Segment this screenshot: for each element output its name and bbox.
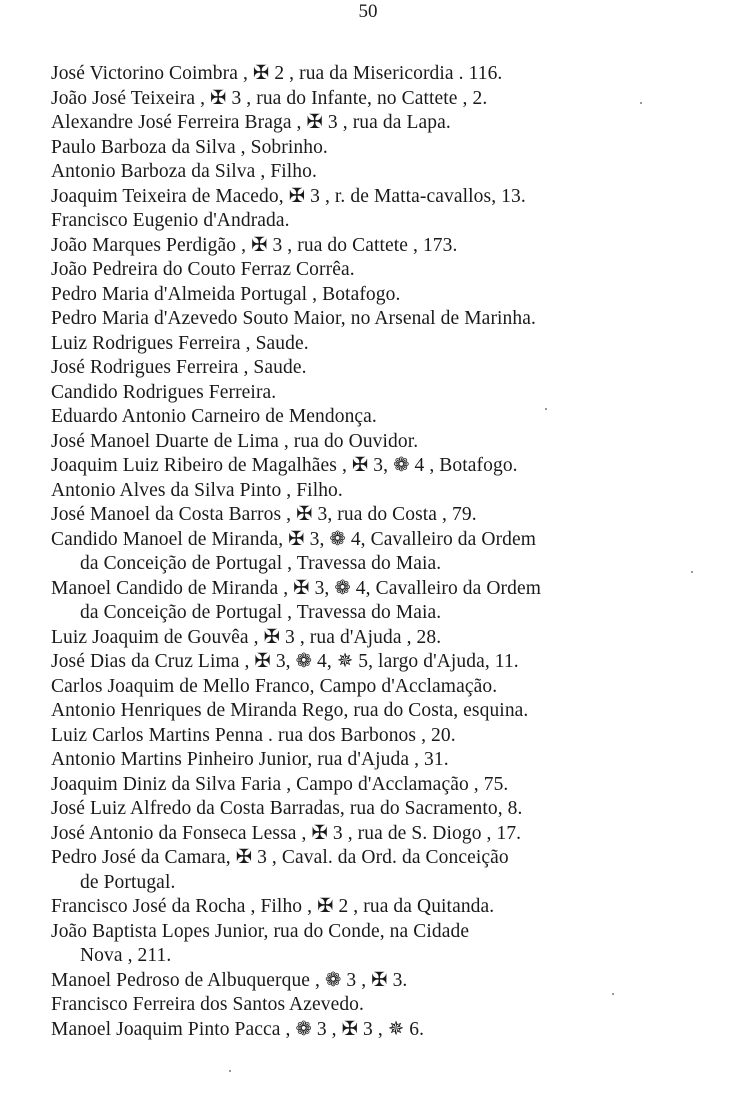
entry-line: Luiz Carlos Martins Penna . rua dos Barbonos , 20.: [51, 724, 456, 746]
entry-line: João José Teixeira , ✠ 3 , rua do Infante, no Cattete , 2.: [51, 87, 488, 109]
entry-line: Antonio Alves da Silva Pinto , Filho.: [51, 479, 343, 501]
entry-line: Manoel Pedroso de Albuquerque , ❁ 3 , ✠ 3.: [51, 969, 408, 991]
entry-line: Carlos Joaquim de Mello Franco, Campo d'Acclamação.: [51, 675, 498, 697]
entry-line: Joaquim Teixeira de Macedo, ✠ 3 , r. de Matta-cavallos, 13.: [51, 185, 526, 207]
entry-line: José Antonio da Fonseca Lessa , ✠ 3 , rua de S. Diogo , 17.: [51, 822, 522, 844]
entry-line: José Luiz Alfredo da Costa Barradas, rua do Sacramento, 8.: [51, 798, 523, 819]
entry-line: José Rodrigues Ferreira , Saude.: [51, 357, 307, 378]
scan-speck: [691, 571, 693, 573]
entry-continuation-line: da Conceição de Portugal , Travessa do Maia.: [80, 553, 442, 574]
entry-line: Pedro José da Camara, ✠ 3 , Caval. da Ord. da Conceição: [51, 847, 509, 868]
page-number: 50: [358, 1, 378, 22]
entry-line: Luiz Joaquim de Gouvêa , ✠ 3 , rua d'Ajuda , 28.: [51, 626, 442, 648]
directory-entries: [51, 62, 651, 1042]
entry-line: Luiz Rodrigues Ferreira , Saude.: [51, 332, 309, 354]
entry-line: Manoel Candido de Miranda , ✠ 3, ❁ 4, Cavalleiro da Ordem: [51, 577, 542, 599]
entry-continuation-line: Nova , 211.: [80, 945, 172, 966]
entry-line: Francisco Eugenio d'Andrada.: [51, 210, 290, 231]
entry-line: José Manoel da Costa Barros , ✠ 3, rua do Costa , 79.: [51, 504, 477, 525]
entry-line: Candido Manoel de Miranda, ✠ 3, ❁ 4, Cavalleiro da Ordem: [51, 528, 537, 550]
entry-continuation-line: de Portugal.: [80, 871, 176, 893]
entry-line: João Pedreira do Couto Ferraz Corrêa.: [51, 259, 355, 280]
entry-line: Pedro Maria d'Almeida Portugal , Botafogo.: [51, 283, 401, 305]
entry-line: Antonio Henriques de Miranda Rego, rua do Costa, esquina.: [51, 700, 529, 721]
entry-line: João Baptista Lopes Junior, rua do Conde, na Cidade: [51, 920, 470, 942]
entry-line: Francisco Ferreira dos Santos Azevedo.: [51, 994, 365, 1015]
entry-line: João Marques Perdigão , ✠ 3 , rua do Cattete , 173.: [51, 234, 458, 256]
entry-line: Antonio Barboza da Silva , Filho.: [51, 161, 317, 182]
entry-line: José Manoel Duarte de Lima , rua do Ouvidor.: [51, 430, 419, 452]
entry-line: Antonio Martins Pinheiro Junior, rua d'Ajuda , 31.: [51, 749, 449, 770]
scan-speck: [612, 993, 614, 995]
entry-line: Joaquim Luiz Ribeiro de Magalhães , ✠ 3, ❁ 4 , Botafogo.: [51, 455, 518, 476]
scan-speck: [229, 1070, 231, 1072]
scan-speck: [640, 102, 642, 104]
scan-speck: [545, 408, 547, 410]
entry-line: Alexandre José Ferreira Braga , ✠ 3 , rua da Lapa.: [51, 112, 451, 133]
entry-line: Candido Rodrigues Ferreira.: [51, 381, 277, 403]
entry-line: Eduardo Antonio Carneiro de Mendonça.: [51, 406, 377, 427]
entry-continuation-line: da Conceição de Portugal , Travessa do Maia.: [80, 602, 442, 623]
entry-line: José Dias da Cruz Lima , ✠ 3, ❁ 4, ✵ 5, largo d'Ajuda, 11.: [51, 651, 519, 672]
entry-line: Pedro Maria d'Azevedo Souto Maior, no Arsenal de Marinha.: [51, 308, 536, 329]
entry-line: José Victorino Coimbra , ✠ 2 , rua da Misericordia . 116.: [51, 63, 503, 84]
entry-line: Joaquim Diniz da Silva Faria , Campo d'Acclamação , 75.: [51, 773, 509, 795]
entry-line: Francisco José da Rocha , Filho , ✠ 2 , rua da Quitanda.: [51, 896, 495, 917]
entry-line: Manoel Joaquim Pinto Pacca , ❁ 3 , ✠ 3 , ✵ 6.: [51, 1018, 425, 1040]
entry-line: Paulo Barboza da Silva , Sobrinho.: [51, 136, 328, 158]
